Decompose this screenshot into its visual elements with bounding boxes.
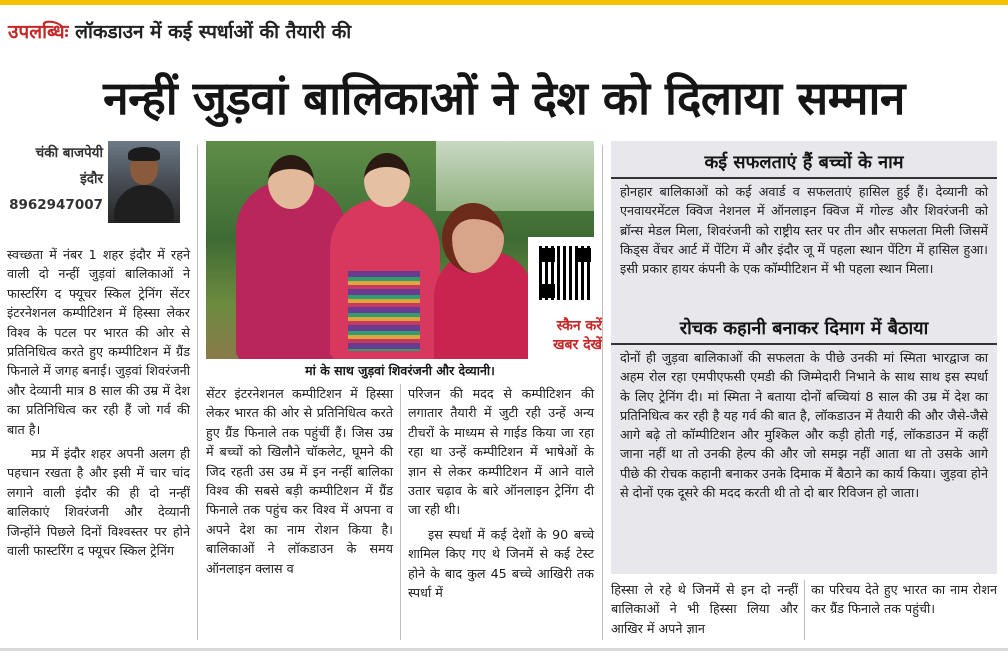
column-divider: [804, 580, 805, 640]
article-paragraph: हिस्सा ले रहे थे जिनमें से इन दो नन्हीं बालिकाओं ने भी हिस्सा लिया और आखिर में अपने ज्ञान: [611, 582, 798, 636]
article-column-5: [811, 580, 997, 619]
scan-prompt: [538, 317, 602, 355]
qr-code[interactable]: [536, 243, 596, 303]
article-paragraph: इस स्पर्धा में कई देशों के 90 बच्चे शामिल किए गए थे जिनमें से कई टेस्ट होने के बाद कुल 45 बच्चे आखिरी तक स्पर्धा में: [408, 526, 594, 601]
qr-code-pattern: [539, 246, 593, 300]
photo-girl-middle-head: [364, 153, 410, 207]
sidebar-heading-1: कई सफलताएं हैं बच्चों के नाम: [704, 152, 904, 173]
article-paragraph: परिजन की मदद से कम्पीटिशन की लगातार तैयारी में जुटी रही उन्हें अन्य टीचरों के माध्यम से गाईड किया जा रहा रहा था उन्हें कम्पीटिशन में भाषेओं के ज्ञान से लेकर कम्पीटिशन में आने वाले उतार चढ़ाव के बारे ऑनलाइन ट्रेनिंग दी जा रही थी।: [408, 386, 594, 518]
reporter-avatar: [108, 141, 180, 223]
reporter-city: इंदौर: [80, 171, 103, 187]
article-paragraph: स्वच्छता में नंबर 1 शहर इंदौर में रहने वाली दो नन्हीं जुड़वां बालिकाओं ने फास्टरिंग द फ्यूचर स्किल ट्रेनिंग सेंटर इंटरनेशनल कम्पीटिशन में हिस्सा लेकर विश्व के पटल पर भारत की ओर से प्रतिनिधित्व करते हुए कम्पीटिशन में ग्रैंड फिनाले में जगह बनाई। जुड़वां शिवरंजनी और देव्यानी मात्र 8 साल की उम्र में देश का प्रतिनिधित्व कर रही हैं जो गर्व की बात है।: [7, 247, 190, 437]
kicker-line: [8, 18, 351, 44]
sidebar-text-1: होनहार बालिकाओं को कई अवार्ड व सफलताएं हासिल हुई हैं। देव्यानी को एनवायरमेंटल क्विज नेशनल में ऑनलाइन क्विज में गोल्ड और शिवरंजनी को ब्रॉन्स मेडल मिला, शिवरंजनी को राष्ट्रीय स्तर पर तीन और सफलता मिली जिसमें किड्स वेंचर आर्ट में पेंटिग में और इंदौर जू में पहला स्थान पेंटिग में हासिल हुआ। इसी प्रकार हायर कंपनी के एक कॉम्पीटिशन में भी पहला स्थान मिला।: [620, 184, 988, 277]
sidebar-heading-rule: [611, 343, 997, 345]
bottom-rule: [0, 648, 1008, 651]
article-column-4: [611, 580, 798, 638]
top-color-bar: [0, 0, 1008, 5]
reporter-phone: 8962947007: [9, 197, 103, 213]
article-paragraph: मप्र में इंदौर शहर अपनी अलग ही पहचान रखता है और इसी में चार चांद लगाने वाली इंदौर की ही दो नन्हीं बालिकाएं शिवरंजनी और देव्यानी जिन्होंने पिछले दिनों विश्वस्तर पर होने वाली फास्टरिंग द फ्यूचर स्किल ट्रेनिंग: [7, 446, 190, 559]
photo-girl-left-head: [268, 155, 314, 209]
headline: नन्हीं जुड़वां बालिकाओं ने देश को दिलाया सम्मान: [103, 71, 905, 125]
photo-background: [436, 141, 594, 211]
sidebar-heading-rule: [611, 177, 997, 179]
column-divider: [400, 384, 401, 640]
article-column-1: [7, 245, 190, 561]
scan-line-1: स्कैन करें: [556, 318, 602, 334]
column-divider: [197, 145, 198, 640]
sidebar-heading-2: रोचक कहानी बनाकर दिमाग में बैठाया: [679, 318, 929, 339]
kicker-tag: उपलब्धिः: [8, 21, 69, 43]
column-divider: [602, 145, 603, 640]
byline: [8, 140, 103, 218]
photo-striped-skirt: [348, 271, 420, 351]
avatar-body-shape: [114, 185, 174, 223]
scan-line-2: खबर देखें: [553, 337, 602, 353]
reporter-name: चंकी बाजपेयी: [35, 145, 103, 161]
article-paragraph: का परिचय देते हुए भारत का नाम रोशन कर ग्रैंड फिनाले तक पहुंची।: [811, 582, 997, 617]
photo-mother-head: [442, 203, 504, 273]
article-paragraph: सेंटर इंटरनेशनल कम्पीटिशन में हिस्सा लेकर भारत की ओर से प्रतिनिधित्व करते हुए ग्रैंड फिनाले तक पहुंचीं हैं। जिस उम्र में बच्चों को खिलौने चॉकलेट, घूमने की जिद रहती उस उम्र में इन नन्हीं बालिका विश्व की सबसे बड़ी कम्पीटिशन में ग्रैंड फिनाले तक पहुंच कर विश्व में अपना व अपने देश का नाम रोशन किया है। बालिकाओं ने लॉकडाउन के समय ऑनलाइन क्लास व: [206, 386, 393, 576]
photo-caption: मां के साथ जुड़वां शिवरंजनी और देव्यानी।: [305, 363, 495, 378]
kicker-text: लॉकडाउन में कई स्पर्धाओं की तैयारी की: [75, 21, 352, 43]
article-column-2: [206, 384, 393, 578]
article-column-3: [408, 384, 594, 602]
sidebar-text-2: दोनों ही जुड़वा बालिकाओं की सफलता के पीछे उनकी मां स्मिता भारद्वाज का अहम रोल रहा एमपीएफसी एमडी की जिम्मेदारी निभाने के साथ साथ इस स्पर्धा के लिए ट्रेनिंग दी। मां स्मिता ने बताया दोनों बच्चियां 8 साल की उम्र में देश का प्रतिनिधित्व कर रही है यह गर्व की बात है, लॉकडाउन में तैयारी की और जैसे-जैसे आगे बढ़े तो कॉम्पीटिशन और मुश्किल और कड़ी होती गई, लॉकडाउन में कहीं जाना नहीं था तो उनकी हेल्प की और जो समझ नहीं आता था तो उसके आगे पीछे की रोचक कहानी बनाकर उनके दिमाक में बैठाने का कार्य किया। जुड़वा होने से दोनों एक दूसरे की मदद करती थी तो दो बार रिविजन हो जाता।: [620, 350, 988, 501]
avatar-hair-shape: [128, 147, 160, 161]
